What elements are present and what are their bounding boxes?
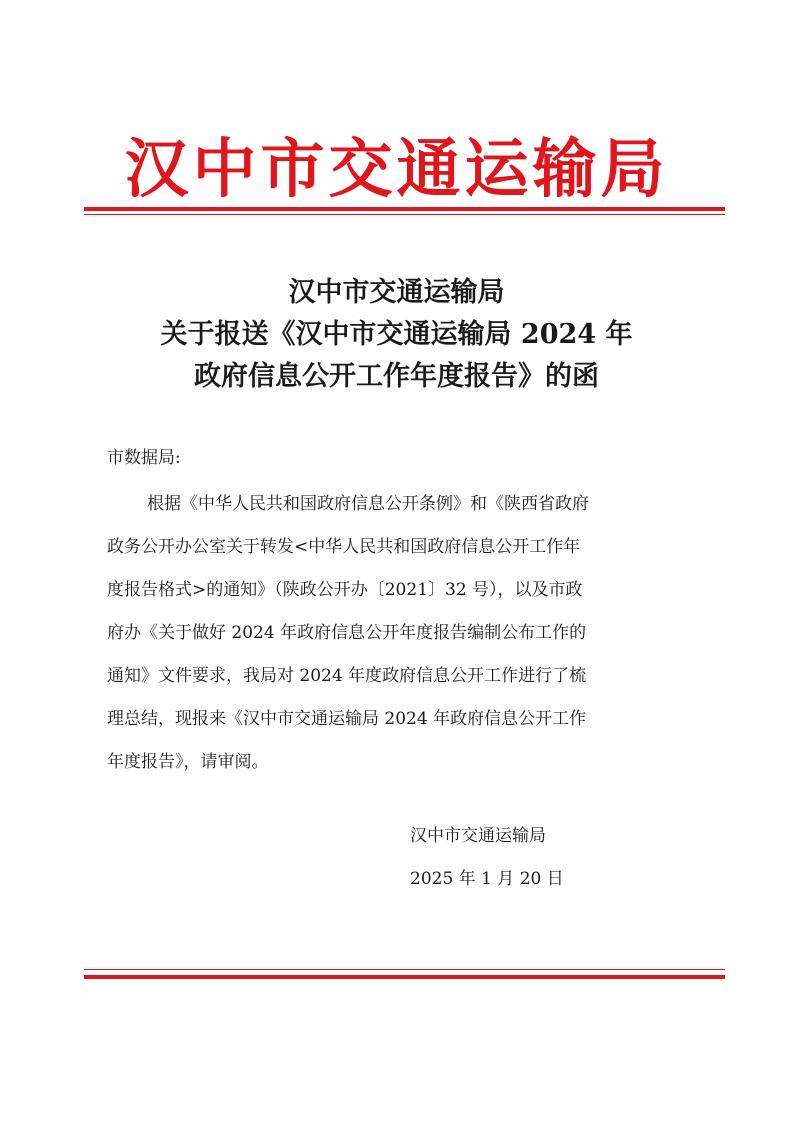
- body-line-1: 根据《中华人民共和国政府信息公开条例》和《陕西省政府: [147, 494, 589, 514]
- body-line-3: 度报告格式>的通知》（陕政公开办〔2021〕32 号），以及市政: [107, 580, 583, 600]
- letterhead-agency-name: 汉中市交通运输局: [124, 132, 669, 207]
- footer-rule-thin: [84, 969, 725, 970]
- document-title-line-2: 关于报送《汉中市交通运输局 2024 年: [160, 319, 633, 350]
- footer-rule-thick: [84, 975, 725, 979]
- document-title-line-3: 政府信息公开工作年度报告》的函: [194, 361, 599, 392]
- signature-date: 2025 年 1 月 20 日: [410, 869, 564, 889]
- addressee: 市数据局:: [107, 448, 181, 468]
- letter-body: [107, 483, 699, 784]
- body-line-5: 通知》文件要求，我局对 2024 年度政府信息公开工作进行了梳: [107, 666, 587, 686]
- body-line-4: 府办《关于做好 2024 年政府信息公开年度报告编制公布工作的: [107, 623, 587, 643]
- letterhead-rule-thick: [84, 207, 725, 211]
- body-line-2: 政务公开办公室关于转发<中华人民共和国政府信息公开工作年: [107, 537, 581, 557]
- body-line-7: 年度报告》，请审阅。: [107, 752, 269, 772]
- signature-block: [410, 815, 564, 901]
- body-line-6: 理总结，现报来《汉中市交通运输局 2024 年政府信息公开工作: [107, 709, 587, 729]
- letterhead-rule-thin: [84, 214, 725, 215]
- document-title-line-1: 汉中市交通运输局: [288, 277, 505, 308]
- document-title: [0, 272, 793, 398]
- signature-org: 汉中市交通运输局: [410, 826, 546, 846]
